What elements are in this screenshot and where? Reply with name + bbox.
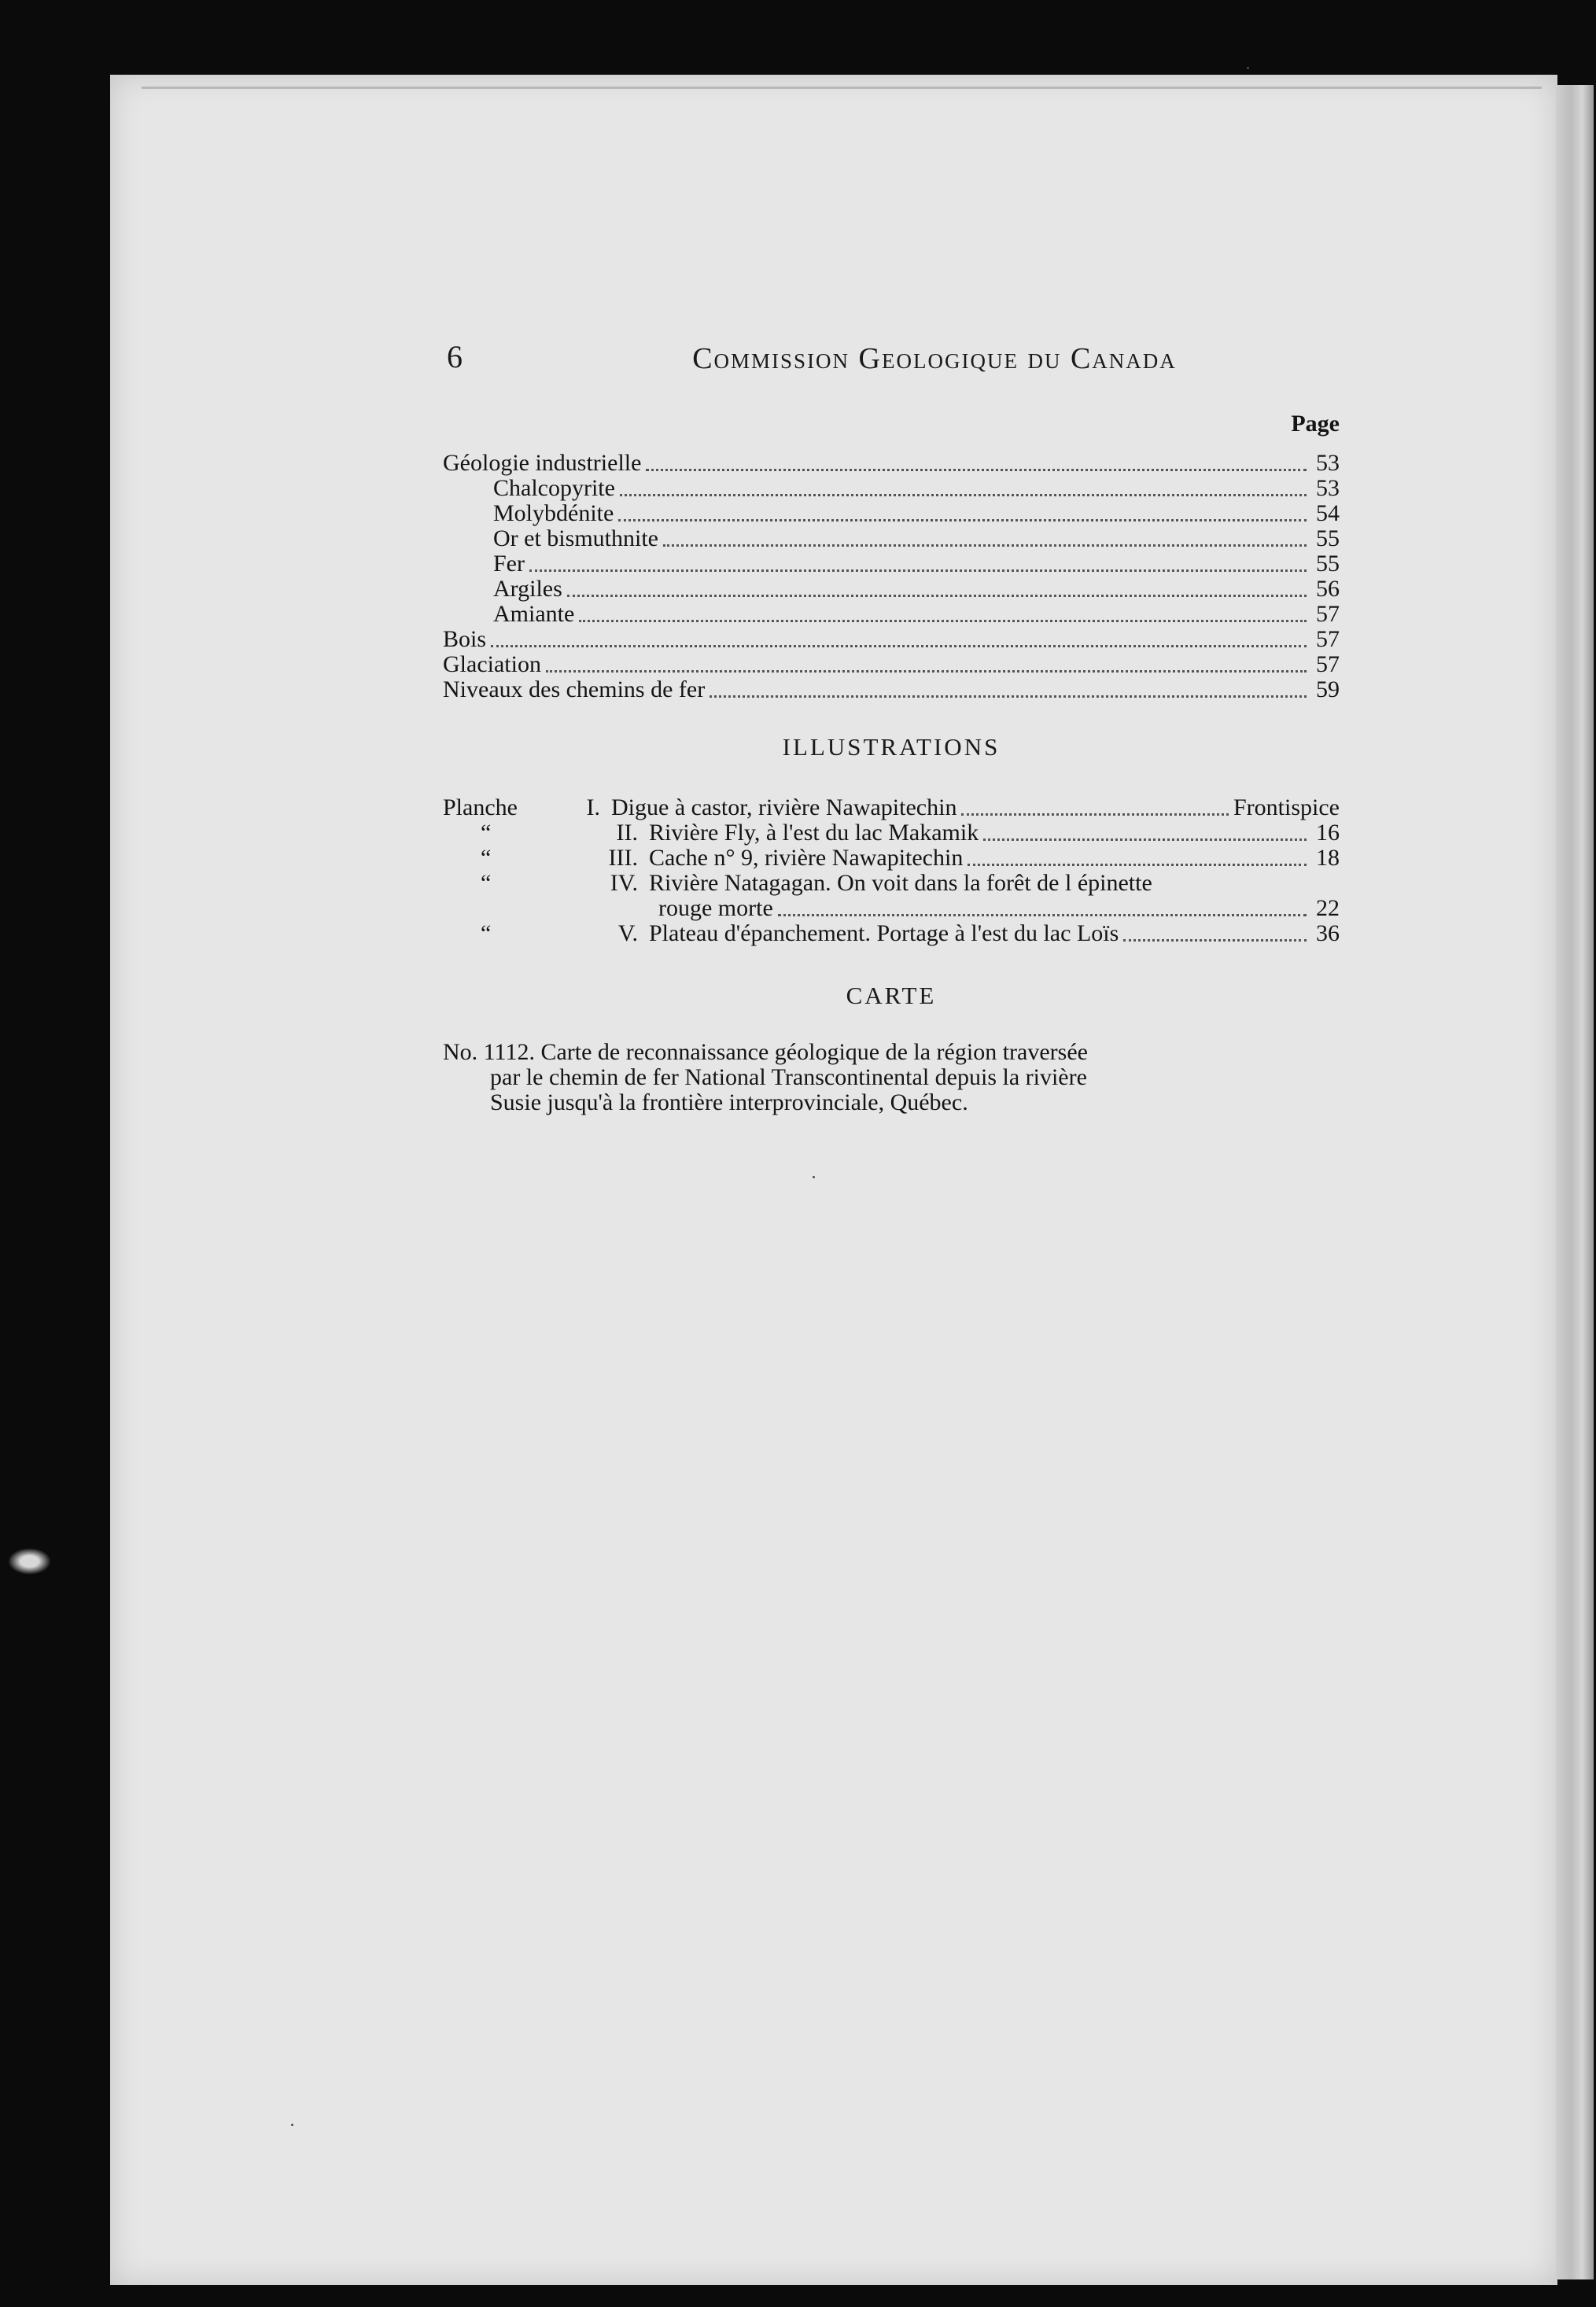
toc-row [443,601,1340,626]
page-edge [1556,85,1594,2279]
dot-leader [620,480,1307,496]
scan-speck [813,1176,815,1178]
toc-label: Géologie industrielle [443,450,642,476]
scan-blot [8,1548,51,1575]
carte-line-1: No. 1112. Carte de reconnaissance géologique de la région traversée [443,1039,1088,1065]
illustration-page: 18 [1316,845,1340,871]
illustration-caption: Plateau d'épanchement. Portage à l'est du lac Loïs [649,920,1119,946]
toc-page: 56 [1316,576,1340,602]
illustration-page: 36 [1316,920,1340,946]
scan-speck [291,2124,293,2126]
toc-label: Molybdénite [493,500,614,526]
running-head [447,338,1344,382]
dot-leader [961,799,1229,816]
toc-page: 57 [1316,601,1340,627]
illustration-caption: rouge morte [658,895,773,921]
toc-row [443,676,1340,702]
illustration-row [443,845,1340,870]
illustration-prefix: “ [481,870,492,896]
carte-line-2: par le chemin de fer National Transcontinental depuis la rivière [490,1064,1087,1090]
dot-leader [710,681,1307,698]
illustration-prefix: “ [481,920,492,946]
toc-row [443,576,1340,601]
dot-leader [663,530,1307,547]
toc-row [443,450,1340,475]
illustration-number: V. [617,920,638,946]
dot-leader [778,900,1307,916]
illustration-row [443,820,1340,845]
illustration-row [443,794,1340,820]
page-number: 6 [447,339,463,374]
toc-label: Argiles [493,576,562,602]
dot-leader [618,505,1307,521]
dot-leader [491,631,1307,647]
dot-leader [1123,925,1307,942]
document-page [110,75,1557,2285]
toc-label: Niveaux des chemins de fer [443,676,706,702]
toc-label: Glaciation [443,651,541,677]
dot-leader [546,656,1307,673]
page-column-heading: Page [1291,411,1340,437]
illustration-page: 16 [1316,820,1340,846]
toc-page: 53 [1316,475,1340,501]
page-top-rule [142,87,1542,89]
scan-speck [1247,67,1249,69]
illustration-row [443,870,1340,895]
toc-page: 53 [1316,450,1340,476]
toc-label: Amiante [493,601,575,627]
toc-page: 57 [1316,626,1340,652]
toc-row [443,551,1340,576]
toc-label: Bois [443,626,487,652]
illustration-caption: Cache n° 9, rivière Nawapitechin [649,845,964,871]
toc-row [443,525,1340,551]
carte-heading: CARTE [846,982,937,1009]
toc-label: Chalcopyrite [493,475,615,501]
toc-page: 55 [1316,551,1340,577]
illustration-number: III. [608,845,638,871]
dot-leader [579,606,1307,622]
illustration-row [443,895,1340,920]
toc-row [443,500,1340,525]
dot-leader [567,580,1307,597]
illustration-prefix: Planche [443,794,518,820]
toc-page: 57 [1316,651,1340,677]
illustration-page: 22 [1316,895,1340,921]
carte-entry [443,1040,1292,1115]
illustration-caption: Rivière Fly, à l'est du lac Makamik [649,820,979,846]
running-title: Commission Geologique du Canada [692,342,1177,375]
dot-leader [529,555,1307,572]
illustration-number: IV. [610,870,638,896]
illustration-row [443,920,1340,945]
illustrations-heading: ILLUSTRATIONS [782,733,1001,761]
carte-line-3: Susie jusqu'à la frontière interprovinciale, Québec. [490,1089,968,1115]
dot-leader [983,824,1307,841]
illustration-caption: Digue à castor, rivière Nawapitechin [611,794,957,820]
toc-label: Fer [493,551,525,577]
illustration-prefix: “ [481,845,492,871]
toc-label: Or et bismuthnite [493,525,658,551]
dot-leader [968,849,1307,866]
toc-page: 59 [1316,676,1340,702]
illustration-number: II. [616,820,638,846]
dot-leader [646,455,1307,471]
toc-row [443,626,1340,651]
toc-page: 55 [1316,525,1340,551]
toc-row [443,651,1340,676]
illustration-prefix: “ [481,820,492,846]
illustration-page: Frontispice [1233,794,1340,820]
illustration-number: I. [586,794,600,820]
toc-row [443,475,1340,500]
toc-page: 54 [1316,500,1340,526]
illustration-caption: Rivière Natagagan. On voit dans la forêt de l épinette [649,870,1152,896]
